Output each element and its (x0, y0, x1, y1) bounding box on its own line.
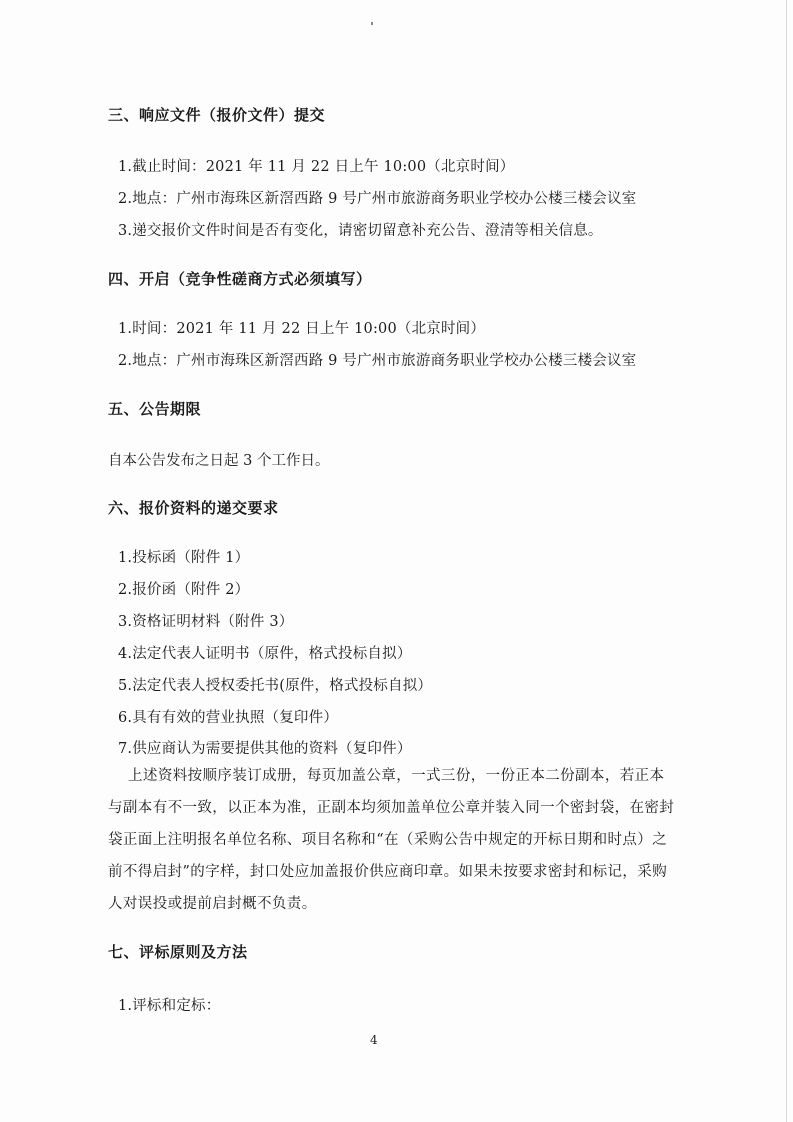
paragraph-line-5: 人对误投或提前启封概不负责。 (108, 896, 317, 912)
section-3-heading: 三、响应文件（报价文件）提交 (108, 106, 326, 124)
paragraph-line-3: 袋正面上注明报名单位名称、项目名称和“在（采购公告中规定的开标日期和时点）之 (108, 832, 668, 848)
section-6-item-2: 2.报价函（附件 2） (118, 582, 250, 598)
section-6-item-3: 3.资格证明材料（附件 3） (118, 614, 294, 630)
section-5-text: 自本公告发布之日起 3 个工作日。 (108, 453, 330, 469)
section-3-item-3: 3.递交报价文件时间是否有变化，请密切留意补充公告、澄清等相关信息。 (118, 223, 603, 239)
scan-mark (371, 22, 373, 25)
section-6-item-7: 7.供应商认为需要提供其他的资料（复印件） (118, 741, 412, 757)
page-edge (786, 0, 787, 1122)
paragraph-line-4: 前不得启封”的字样，封口处应加盖报价供应商印章。如果未按要求密封和标记，采购 (108, 864, 668, 880)
section-6-paragraph (108, 760, 698, 920)
section-6-item-5: 5.法定代表人授权委托书(原件，格式投标自拟） (118, 678, 433, 694)
section-7-heading: 七、评标原则及方法 (108, 943, 248, 961)
paragraph-line-1: 上述资料按顺序装订成册，每页加盖公章，一式三份，一份正本二份副本，若正本 (108, 768, 665, 784)
section-6-heading: 六、报价资料的递交要求 (108, 499, 279, 517)
section-4-heading: 四、开启（竞争性磋商方式必须填写） (108, 270, 372, 288)
section-3-item-1: 1.截止时间：2021 年 11 月 22 日上午 10:00（北京时间） (118, 159, 515, 175)
paragraph-line-2: 与副本有不一致，以正本为准，正副本均须加盖单位公章并装入同一个密封袋，在密封 (108, 800, 675, 816)
section-6-item-6: 6.具有有效的营业执照（复印件） (118, 710, 339, 726)
section-6-item-4: 4.法定代表人证明书（原件，格式投标自拟） (118, 646, 412, 662)
section-4-item-2: 2.地点：广州市海珠区新滘西路 9 号广州市旅游商务职业学校办公楼三楼会议室 (118, 353, 637, 369)
section-4-item-1: 1.时间：2021 年 11 月 22 日上午 10:00（北京时间） (118, 321, 486, 337)
section-5-heading: 五、公告期限 (108, 400, 202, 418)
section-3-item-2: 2.地点：广州市海珠区新滘西路 9 号广州市旅游商务职业学校办公楼三楼会议室 (118, 191, 637, 207)
section-7-item-1: 1.评标和定标： (118, 998, 221, 1014)
page-number: 4 (370, 1033, 378, 1047)
section-6-item-1: 1.投标函（附件 1） (118, 550, 250, 566)
